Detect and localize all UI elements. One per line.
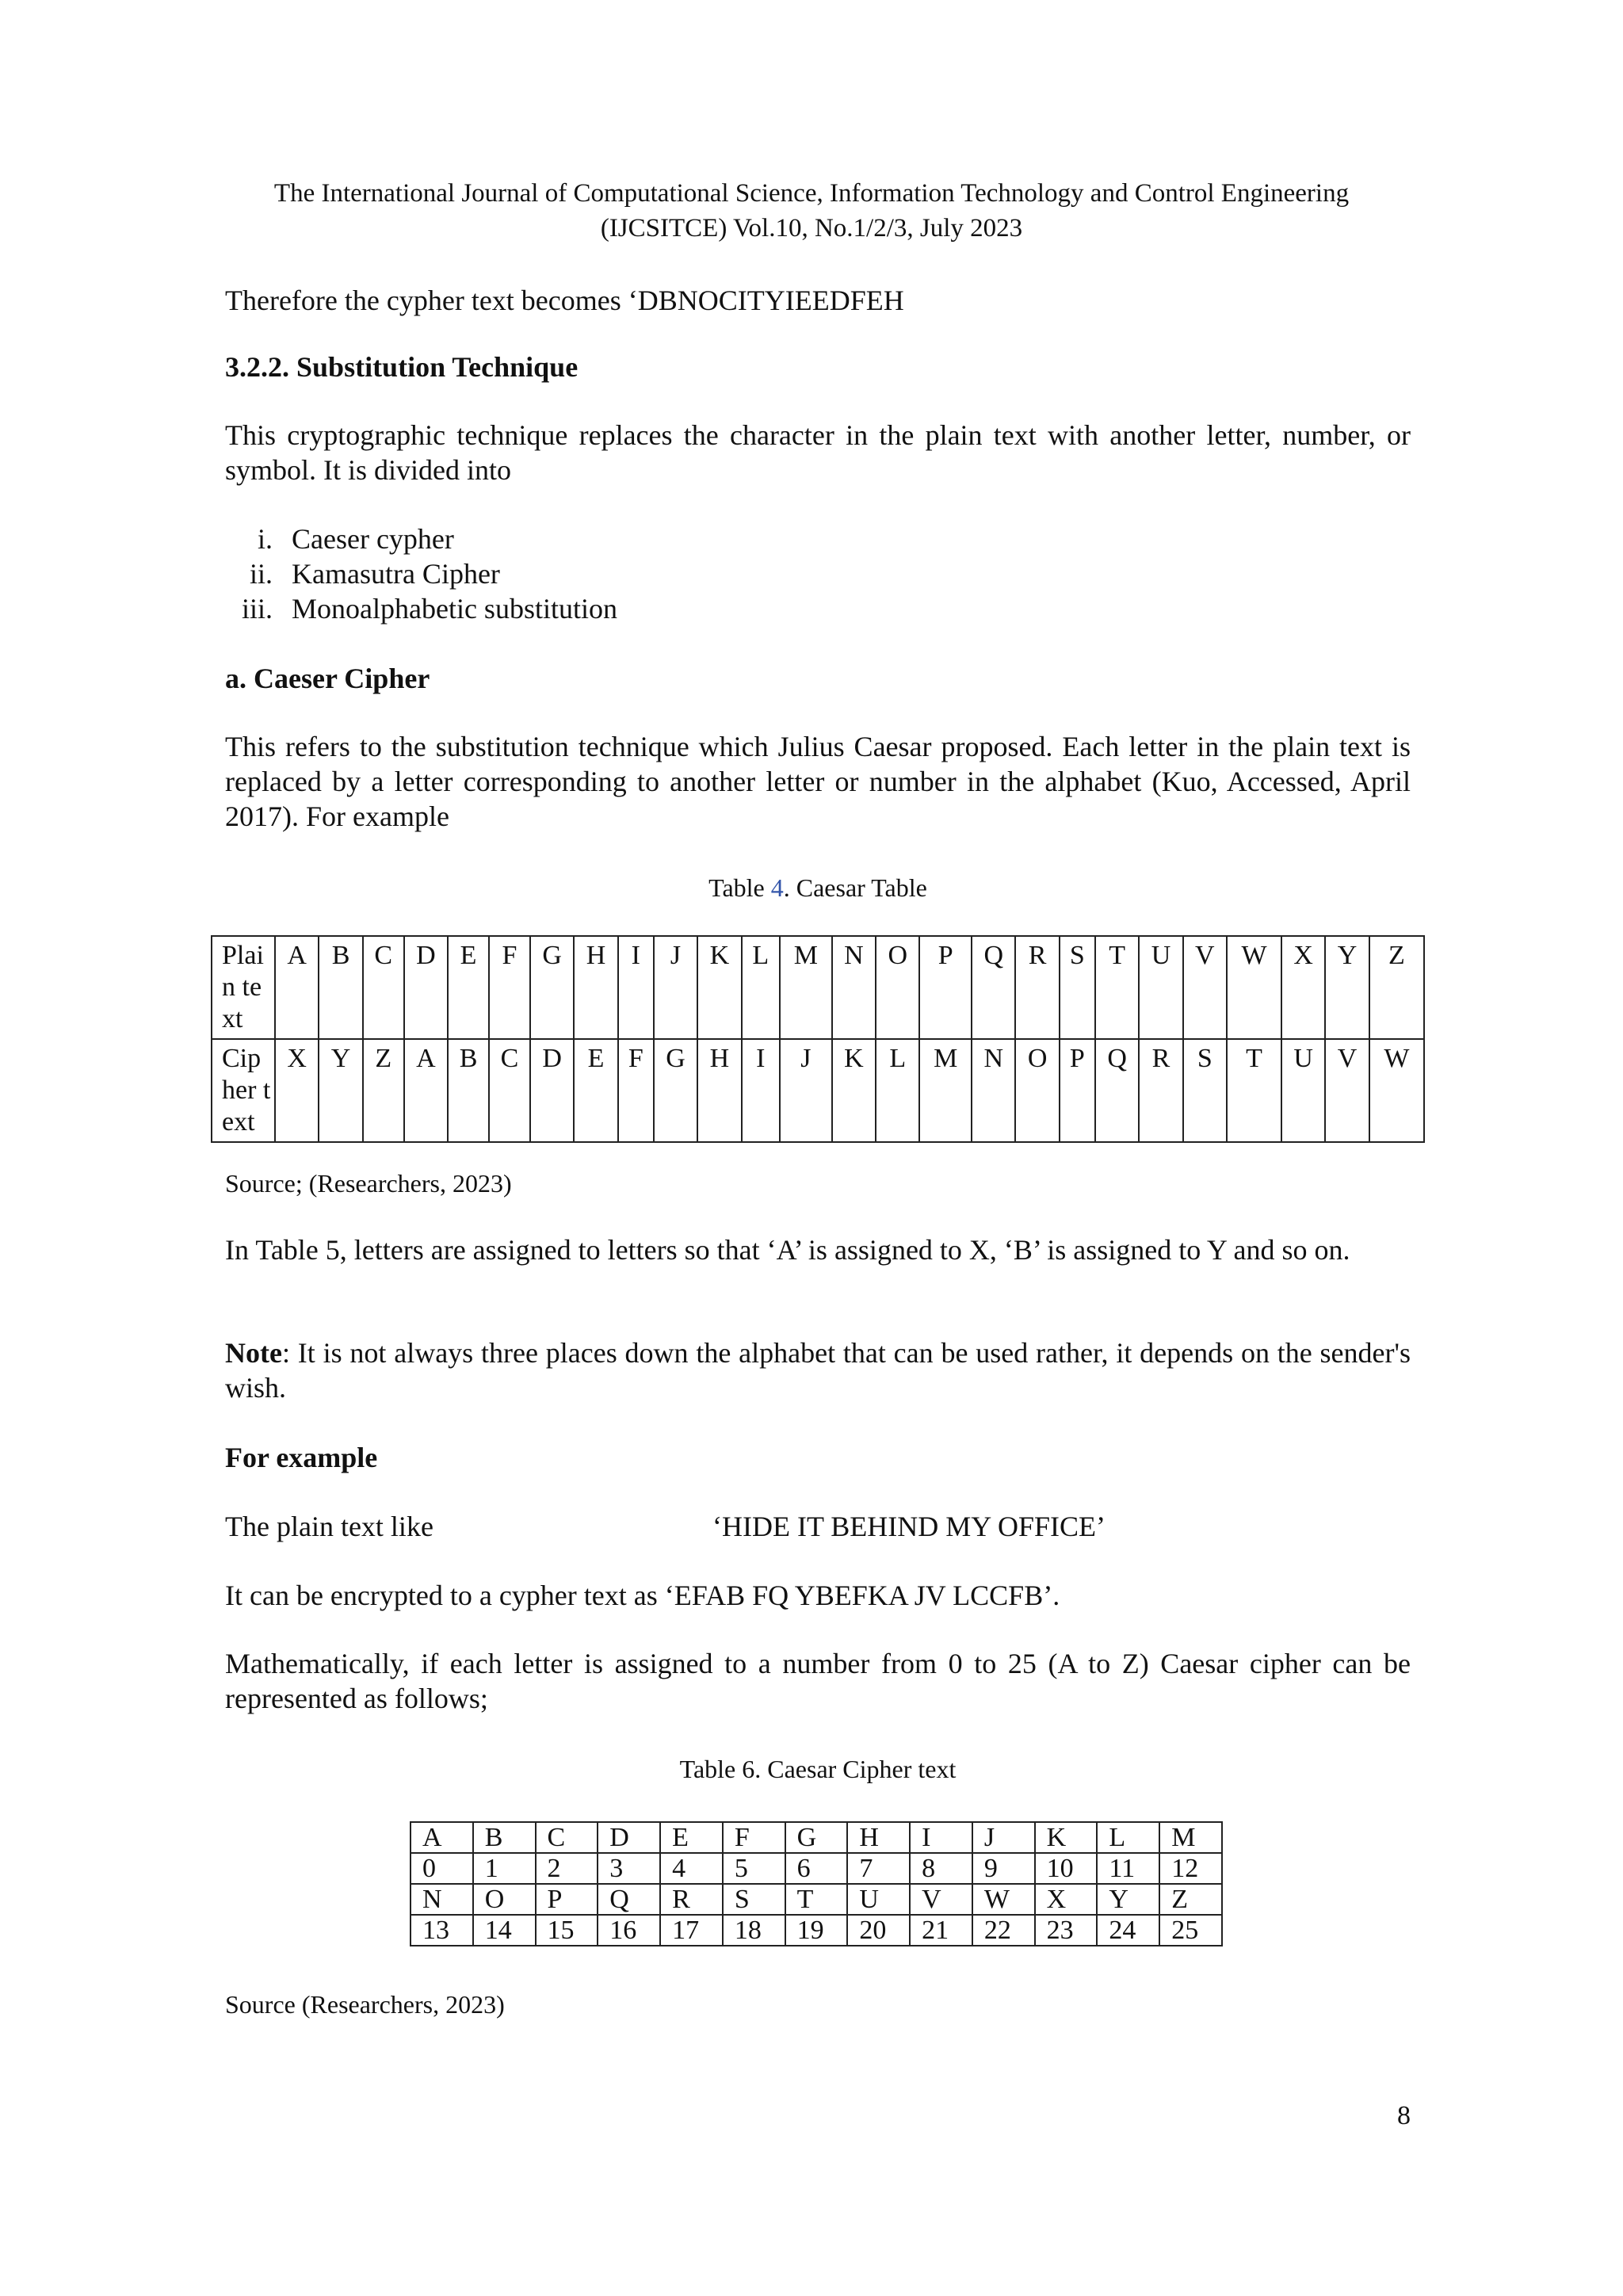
table-cell: A [404, 1039, 448, 1142]
list-item-text: Kamasutra Cipher [292, 558, 500, 590]
table-cell: U [1139, 936, 1182, 1039]
plain-text-value: ‘HIDE IT BEHIND MY OFFICE’ [712, 1511, 1106, 1542]
table-cell: C [536, 1822, 598, 1853]
table-cell: 12 [1159, 1853, 1222, 1884]
table-cell: O [1015, 1039, 1059, 1142]
table-cell: Y [1097, 1884, 1159, 1915]
math-paragraph: Mathematically, if each letter is assigned to a number from 0 to 25 (A to Z) Caesar cipher can be represented as follows; [225, 1648, 1411, 1714]
table-cell: D [530, 1039, 574, 1142]
table-cell: R [1139, 1039, 1182, 1142]
table-cell: 5 [723, 1853, 785, 1884]
technique-list [225, 521, 617, 626]
table-cell: E [448, 936, 489, 1039]
encrypted-sentence: It can be encrypted to a cypher text as ‘EFAB FQ YBEFKA JV LCCFB’. [225, 1580, 1060, 1611]
table-cell: T [785, 1884, 848, 1915]
table-cell: D [598, 1822, 660, 1853]
page-number: 8 [1397, 2101, 1411, 2130]
table-cell: W [972, 1884, 1035, 1915]
table-cell: H [574, 936, 617, 1039]
table-cell: J [654, 936, 697, 1039]
table-cell: N [411, 1884, 473, 1915]
table-cell: Q [972, 936, 1015, 1039]
table-cell: H [697, 1039, 741, 1142]
table-cell: 0 [411, 1853, 473, 1884]
table-cell: 6 [785, 1853, 848, 1884]
table-cell: Z [1369, 936, 1424, 1039]
table-cell: 1 [473, 1853, 536, 1884]
table-row-label: Plain text [212, 936, 275, 1039]
table4-caption-prefix: Table [708, 873, 771, 902]
table-cell: E [660, 1822, 723, 1853]
list-item [225, 556, 617, 591]
table6-caption: Table 6. Caesar Cipher text [679, 1755, 957, 1783]
table-cell: V [1325, 1039, 1369, 1142]
section-heading: 3.2.2. Substitution Technique [225, 351, 579, 383]
intro-sentence: Therefore the cypher text becomes ‘DBNOCITYIEEDFEH [225, 285, 904, 316]
table5-paragraph: In Table 5, letters are assigned to letters so that ‘A’ is assigned to X, ‘B’ is assigned to Y and so on. [225, 1234, 1350, 1266]
table-cell: E [574, 1039, 617, 1142]
table-row [411, 1822, 1222, 1853]
table-cell: 19 [785, 1915, 848, 1946]
table-cell: Z [1159, 1884, 1222, 1915]
table-cell: 2 [536, 1853, 598, 1884]
table-cell: A [411, 1822, 473, 1853]
table-cell: L [1097, 1822, 1159, 1853]
table-cell: J [972, 1822, 1035, 1853]
table-cell: X [275, 1039, 319, 1142]
caesar-table [211, 935, 1425, 1143]
journal-header-line2: (IJCSITCE) Vol.10, No.1/2/3, July 2023 [600, 214, 1023, 243]
table6-source: Source (Researchers, 2023) [225, 1990, 505, 2019]
table-cell: 20 [847, 1915, 910, 1946]
table-cell: A [275, 936, 319, 1039]
table-row-label: Cipher text [212, 1039, 275, 1142]
table-cell: B [319, 936, 362, 1039]
table-cell: 25 [1159, 1915, 1222, 1946]
table-cell: C [489, 1039, 530, 1142]
table-cell: P [919, 936, 972, 1039]
table-cell: 3 [598, 1853, 660, 1884]
table-cell: 22 [972, 1915, 1035, 1946]
table-cell: D [404, 936, 448, 1039]
list-item [225, 591, 617, 626]
journal-header [158, 176, 1465, 246]
table-cell: F [723, 1822, 785, 1853]
section-paragraph: This cryptographic technique replaces the character in the plain text with another letter, number, or symbol. It is divided into [225, 419, 1411, 486]
table-cell: 17 [660, 1915, 723, 1946]
table-cell: 15 [536, 1915, 598, 1946]
table-row [411, 1884, 1222, 1915]
table-cell: M [1159, 1822, 1222, 1853]
table-cell: W [1369, 1039, 1424, 1142]
table-cell: L [742, 936, 781, 1039]
table-cell: 24 [1097, 1915, 1159, 1946]
table-cell: Z [363, 1039, 404, 1142]
table-cell: M [919, 1039, 972, 1142]
plain-text-row [225, 1509, 1411, 1544]
table-cell: 4 [660, 1853, 723, 1884]
table-cell: 8 [910, 1853, 972, 1884]
table-row-plain-row [212, 936, 1424, 1039]
table-cell: B [473, 1822, 536, 1853]
table-row [411, 1853, 1222, 1884]
table-cell: I [742, 1039, 781, 1142]
table4-caption-suffix: . Caesar Table [783, 873, 927, 902]
table-cell: O [473, 1884, 536, 1915]
table-cell: T [1227, 1039, 1281, 1142]
table-cell: I [910, 1822, 972, 1853]
table-cell: V [910, 1884, 972, 1915]
table-cell: V [1183, 936, 1227, 1039]
table-row-cipher-row [212, 1039, 1424, 1142]
table-cell: 13 [411, 1915, 473, 1946]
table-cell: R [1015, 936, 1059, 1039]
journal-header-line1: The International Journal of Computational Science, Information Technology and Control Engineering [273, 179, 1350, 208]
table-cell: U [847, 1884, 910, 1915]
list-marker: ii. [249, 558, 273, 590]
list-item-text: Monoalphabetic substitution [292, 593, 617, 625]
table-cell: J [780, 1039, 832, 1142]
table-cell: G [530, 936, 574, 1039]
table-cell: 11 [1097, 1853, 1159, 1884]
table-cell: 21 [910, 1915, 972, 1946]
table4-source: Source; (Researchers, 2023) [225, 1169, 512, 1198]
note-paragraph [225, 1335, 1411, 1405]
table-cell: F [618, 1039, 654, 1142]
table-cell: H [847, 1822, 910, 1853]
table-cell: S [1060, 936, 1095, 1039]
list-item [225, 521, 617, 556]
table-cell: Y [1325, 936, 1369, 1039]
table-cell: P [536, 1884, 598, 1915]
table-cell: L [876, 1039, 919, 1142]
table4-caption [225, 872, 1411, 904]
note-text: : It is not always three places down the alphabet that can be used rather, it depends on the sender's wish. [225, 1337, 1411, 1404]
table-cell: W [1227, 936, 1281, 1039]
table-cell: 16 [598, 1915, 660, 1946]
list-item-text: Caeser cypher [292, 523, 454, 555]
table-cell: I [618, 936, 654, 1039]
table-cell: N [972, 1039, 1015, 1142]
example-heading: For example [225, 1442, 378, 1473]
table-cell: Y [319, 1039, 362, 1142]
table-cell: N [832, 936, 876, 1039]
table-cell: C [363, 936, 404, 1039]
table-cell: 18 [723, 1915, 785, 1946]
table4-caption-number: 4 [770, 873, 784, 902]
table-cell: 10 [1035, 1853, 1098, 1884]
table-cell: X [1281, 936, 1325, 1039]
table-cell: Q [1095, 1039, 1139, 1142]
table-cell: S [723, 1884, 785, 1915]
table-cell: K [697, 936, 741, 1039]
table-cell: 7 [847, 1853, 910, 1884]
caesar-paragraph: This refers to the substitution technique which Julius Caesar proposed. Each letter in the plain text is replaced by a letter corresponding to another letter or number in the alphabet (Kuo, Accessed, April 2017). For example [225, 731, 1411, 832]
table-cell: P [1060, 1039, 1095, 1142]
caesar-number-table [410, 1821, 1223, 1946]
table-cell: R [660, 1884, 723, 1915]
table-row [411, 1915, 1222, 1946]
list-marker: iii. [241, 593, 273, 625]
table-cell: 14 [473, 1915, 536, 1946]
table-cell: O [876, 936, 919, 1039]
table-cell: K [832, 1039, 876, 1142]
table-cell: S [1183, 1039, 1227, 1142]
table-cell: G [654, 1039, 697, 1142]
table-cell: K [1035, 1822, 1098, 1853]
table-cell: G [785, 1822, 848, 1853]
table-cell: T [1095, 936, 1139, 1039]
table-cell: 9 [972, 1853, 1035, 1884]
table-cell: M [780, 936, 832, 1039]
table-cell: U [1281, 1039, 1325, 1142]
plain-text-label: The plain text like [225, 1511, 433, 1542]
caeser-cipher-heading: a. Caeser Cipher [225, 663, 430, 694]
table-cell: F [489, 936, 530, 1039]
table-cell: Q [598, 1884, 660, 1915]
table-cell: B [448, 1039, 489, 1142]
list-marker: i. [257, 523, 273, 555]
table-cell: 23 [1035, 1915, 1098, 1946]
table-cell: X [1035, 1884, 1098, 1915]
note-label: Note [225, 1337, 282, 1369]
